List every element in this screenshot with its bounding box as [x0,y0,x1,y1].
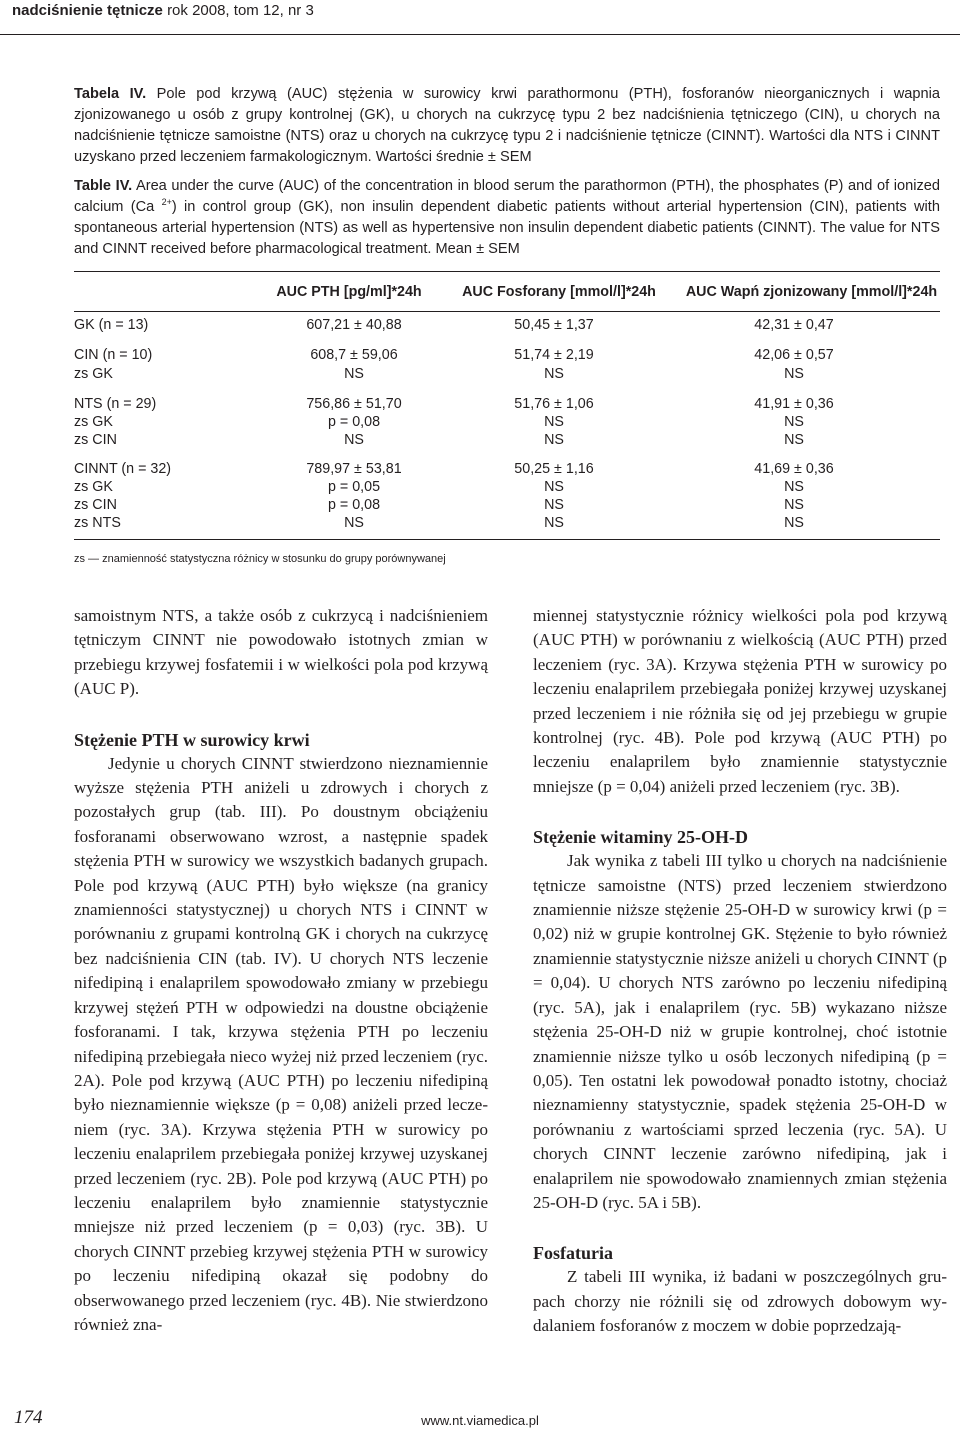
cell-pth: NS [344,515,364,531]
table-footnote: zs — znamienność statystyczna różnicy w stosunku do grupy porównywanej [74,553,446,565]
row-label: zs GK [74,366,113,382]
cell-phosphates: NS [544,479,564,495]
cell-calcium: NS [784,366,804,382]
table-bottom-rule [74,539,940,540]
cell-phosphates: 50,45 ± 1,37 [514,317,594,333]
table-row [74,461,940,479]
cell-pth: 607,21 ± 40,88 [306,317,402,333]
paragraph: Jedynie u chorych CINNT stwierdzono nieznamiennie wyższe stężenia PTH aniżeli u zdrowych i chorych z pozostałych grup (tab. III). Po doustnym obciążeniu fosforanami obserwowano wzrost, a następnie spadek stężenia PTH w surowicy we wszystkich badanych grupach. Pole pod krzywą (AUC PTH) było większe (na granicy znamienności statystycznej) u chorych NTS i CINNT w porównaniu z grupami kontrolną GK i chorych na cukrzycę bez nadciśnienia CIN (tab. IV). U chorych NTS leczenie nifedipiną i enalaprilem spowodowało zmiany w przebiegu krzywej stężeń PTH w odpowiedzi na doustne obciążenie fosforanami. I tak, krzywa stężenia PTH po leczeniu nifedipiną przebiegała nieco wyżej niż przed leczeniem (ryc. 2A). Pole pod krzywą (AUC PTH) po leczeniu nifedipiną było nieznamiennie większe (p = 0,08) aniżeli przed leczeniem (ryc. 3A). Krzywa stężenia PTH w surowicy po leczeniu enalaprilem przebiegała poniżej krzywej uzyskanej przed leczeniem (ryc. 2B). Pole pod krzywą (AUC PTH) po leczeniu enalaprilem było znamiennie statystycznie mniejsze niż przed leczeniem (p = 0,03) (ryc. 3B). U chorych CINNT przebieg krzywej stężenia PTH w surowicy po leczeniu nifedipiną okazał się podobny do obserwowanego przed leczeniem (ryc. 4B). Nie stwierdzono również zna- [74,753,488,1334]
section-heading-vitamin-d: Stężenie witaminy 25-OH-D [533,827,748,848]
cell-calcium: NS [784,497,804,513]
caption-text-en-a: Area under the curve (AUC) of the concentration in blood serum the parathormon (PTH), the phosphates (P) and of ionized calcium (Ca [74,178,940,215]
row-label: NTS (n = 29) [74,396,157,412]
caption-text-pl: Pole pod krzywą (AUC) stężenia w surowicy krwi parathormonu (PTH), fosforanów nieorganicznych i wapnia zjonizowanego u osób z grupy kontrolnej (GK), u chorych na cukrzycę typu 2 bez nadciśnienia tętniczego (CIN), u chorych na nadciśnienie tętnicze samoistne (NTS) oraz u chorych na cukrzycę typu 2 i nadciśnienie tętnicze (CINNT). Wartości dla NTS i CINNT uzyskano przed leczeniem farmakologicznym. Wartości średnie ± SEM [74,86,940,165]
section-heading-phosphaturia: Fosfaturia [533,1243,613,1264]
cell-calcium: 41,91 ± 0,36 [754,396,834,412]
cell-phosphates: 50,25 ± 1,16 [514,461,594,477]
table-header-row [74,284,940,302]
caption-superscript: 2+ [161,197,172,207]
table-row [74,432,940,450]
header-auc-calcium: AUC Wapń zjonizowany [mmol/l]*24h [685,284,938,300]
table-row [74,414,940,432]
table-row [74,479,940,497]
table-row [74,347,940,365]
page-number: 174 [14,1407,43,1428]
cell-calcium: NS [784,515,804,531]
table-header-rule [74,311,940,312]
cell-pth: 756,86 ± 51,70 [306,396,402,412]
cell-phosphates: NS [544,414,564,430]
table-row [74,515,940,533]
cell-phosphates: NS [544,432,564,448]
paragraph: Jak wynika z tabeli III tylko u chorych na nadciśnienie tętnicze samoistne (NTS) przed leczeniem stwierdzono znamiennie niższe stężenie 25-OH-D w surowicy krwi (p = 0,02) niż w grupie kontrolnej GK. Stężenie to było również znamiennie statystycznie niższe aniżeli u chorych CINNT (p = 0,04). U chorych NTS zarówno po leczeniu nifedipiną (ryc. 5A), jak i enalaprilem (ryc. 5B) wykazano niższe stężenia 25-OH-D niż w grupie kontrolnej, choć istotnie znamiennie niższe tylko u osób leczonych nifedipiną (p = 0,05). Ten ostatni lek powodował ponadto istotny, chociaż nieznamienny statystycznie, spadek stężenia 25-OH-D w porównaniu z wartościami sprzed leczenia (ryc. 5A). U chorych CINNT leczenie zarówno nifedipiną, jak i enalaprilem nie spowodowało znamiennych zmian stężenia 25-OH-D (ryc. 5A i 5B). [533,851,947,1212]
cell-calcium: 42,06 ± 0,57 [754,347,834,363]
row-label: zs CIN [74,497,117,513]
journal-volume: rok 2008, tom 12, nr 3 [167,2,314,19]
table-row [74,497,940,515]
row-label: zs GK [74,414,113,430]
row-label: GK (n = 13) [74,317,149,333]
row-label: zs GK [74,479,113,495]
cell-pth: p = 0,08 [327,497,381,513]
row-label: zs NTS [74,515,121,531]
cell-pth: p = 0,05 [327,479,381,495]
row-label: CIN (n = 10) [74,347,153,363]
cell-pth: NS [344,432,364,448]
table-top-rule [74,271,940,272]
cell-calcium: NS [784,414,804,430]
cell-pth: 789,97 ± 53,81 [306,461,402,477]
table-row [74,396,940,414]
paragraph: miennej statystycznie różnicy wielkości pola pod krzywą (AUC PTH) w porównaniu z wielkością (AUC PTH) przed leczeniem (ryc. 3A). Krzywa stężenia PTH w surowicy po leczeniu enalaprilem przebiegała poniżej krzywej uzyskanej przed leczeniem i nie różniła się od jej przebiegu w grupie kontrolnej (ryc. 4B). Pole pod krzywą (AUC PTH) po leczeniu enalaprilem było znamiennie statystycznie mniejsze (p = 0,04) aniżeli przed leczeniem (ryc. 3B). [533,606,947,796]
left-text-column [74,604,488,1337]
table-caption-polish [74,84,940,168]
cell-calcium: 41,69 ± 0,36 [754,461,834,477]
table-row [74,317,940,335]
paragraph: samoistnym NTS, a także osób z cukrzycą i nadciśnieniem tętniczym CINNT nie powodowało istotnych zmian w przebiegu krzywej fosfatemii i w wielkości pola pod krzywą (AUC P). [74,606,488,699]
row-label: zs CIN [74,432,117,448]
cell-phosphates: NS [544,366,564,382]
caption-label-en: Table IV. [74,178,133,194]
cell-pth: 608,7 ± 59,06 [310,347,398,363]
row-label: CINNT (n = 32) [74,461,172,477]
cell-phosphates: 51,76 ± 1,06 [514,396,594,412]
table-row [74,366,940,384]
right-text-column [533,604,947,1339]
table-caption-english [74,176,940,260]
caption-text-en-b: ) in control group (GK), non insulin dependent diabetic patients without arterial hypertension (CIN), patients with spontaneous arterial hypertension (NTS) as well as hypertensive non insulin dependent diabetic patients (CINNT). The value for NTS and CINNT received before pharmacological treatment. Mean ± SEM [74,199,940,257]
cell-calcium: 42,31 ± 0,47 [754,317,834,333]
header-auc-pth: AUC PTH [pg/ml]*24h [276,284,422,300]
section-heading-pth: Stężenie PTH w surowicy krwi [74,729,310,750]
running-header [0,0,960,35]
cell-pth: p = 0,08 [327,414,381,430]
header-auc-phosphates: AUC Fosforany [mmol/l]*24h [462,284,656,300]
cell-calcium: NS [784,479,804,495]
footer-website: www.nt.viamedica.pl [421,1413,539,1428]
cell-phosphates: 51,74 ± 2,19 [514,347,594,363]
paragraph: Z tabeli III wynika, iż badani w poszczególnych grupach chorzy nie różnili się od zdrowych dobowym wydalaniem fosforanów z moczem w dobie poprzedzają- [533,1267,947,1336]
cell-calcium: NS [784,432,804,448]
caption-label-pl: Tabela IV. [74,86,147,102]
cell-pth: NS [344,366,364,382]
cell-phosphates: NS [544,497,564,513]
cell-phosphates: NS [544,515,564,531]
journal-title: nadciśnienie tętnicze [12,2,163,19]
